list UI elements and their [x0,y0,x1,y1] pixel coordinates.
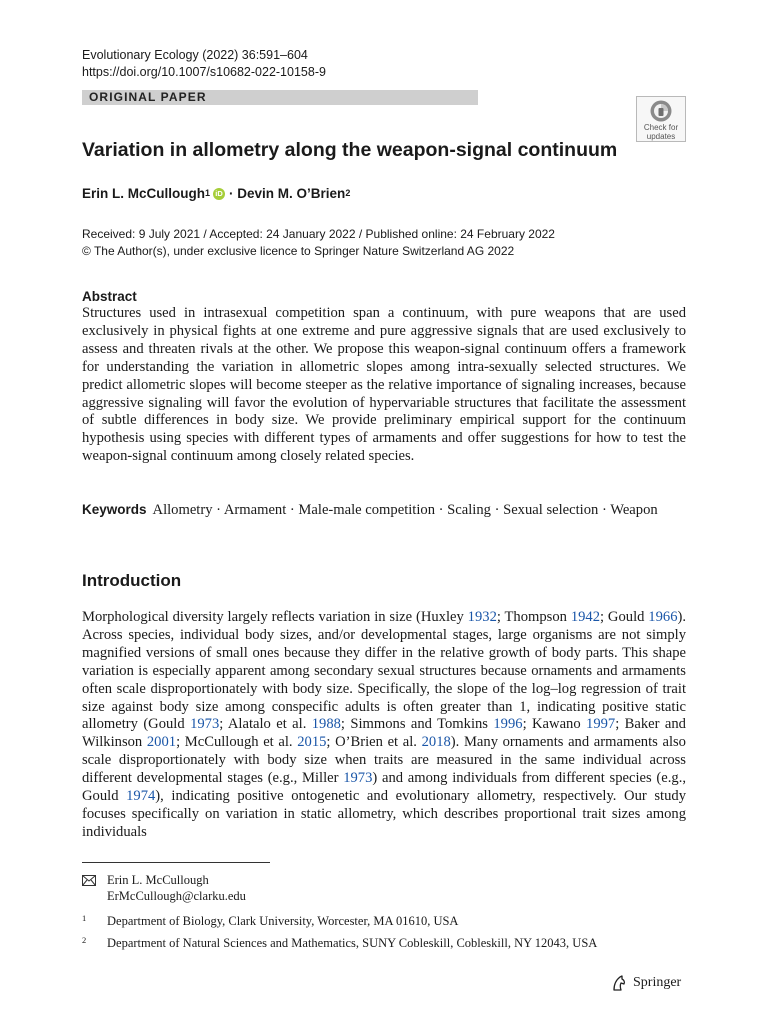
footnote-divider [82,862,270,863]
citation-year-link[interactable]: 1932 [467,609,497,625]
intro-text-segment: ; Thompson [496,609,571,625]
footnote-1: Department of Biology, Clark University, Worcester, MA 01610, USA [107,914,459,928]
corresponding-author [107,872,246,904]
article-type-banner: ORIGINAL PAPER [82,90,478,105]
intro-text-segment: ). Across species, individual body sizes, and/or developmental stages, large organisms are not simply magnified versions of small ones because they differ in the relative growth of body parts. This shape variation is especially apparent among secondary sexual structures because ornaments and armaments often scale disproportionately with body size. Specifically, the slope of the log–log regression of trait size against body size among conspecific adults is often greater than 1, indicating positive static allometry (Gould [82,609,686,733]
intro-text-segment: ; Kawano [522,716,587,733]
mail-icon [82,875,96,886]
author-1-affiliation: 1 [205,187,211,198]
intro-text-segment: ; Gould [600,609,649,625]
paper-title: Variation in allometry along the weapon-signal continuum [82,139,618,161]
check-for-updates-badge[interactable] [636,96,686,142]
abstract-heading: Abstract [82,289,137,304]
citation-year-link[interactable]: 1973 [343,770,373,787]
intro-text-segment: ). Many ornaments and armaments also scale disproportionately with body size when traits are measured in the same individual across different developmental stages (e.g., Miller [82,734,686,787]
updates-label-2: updates [646,132,676,141]
copyright-line: © The Author(s), under exclusive licence to Springer Nature Switzerland AG 2022 [82,244,515,258]
citation-year-link[interactable]: 2018 [421,734,451,751]
footnote-2: Department of Natural Sciences and Mathematics, SUNY Cobleskill, Cobleskill, NY 12043, USA [107,936,598,950]
footnote-1-number: 1 [82,913,87,923]
orcid-icon[interactable]: iD [213,188,225,200]
keywords-block [82,501,686,520]
contact-email[interactable]: ErMcCullough@clarku.edu [107,889,246,903]
springer-horse-icon [610,974,628,992]
introduction-heading: Introduction [82,571,182,590]
citation-year-link[interactable]: 1997 [586,716,616,733]
citation-year-link[interactable]: 1942 [570,609,601,625]
introduction-text [82,609,686,842]
publication-dates: Received: 9 July 2021 / Accepted: 24 January 2022 / Published online: 24 February 2022 [82,227,555,241]
journal-line: Evolutionary Ecology (2022) 36:591–604 [82,48,308,62]
contact-name: Erin L. McCullough [107,873,209,887]
publisher-logo [610,974,681,992]
author-1[interactable]: Erin L. McCullough [82,186,205,201]
author-list [82,186,350,201]
updates-label-1: Check for [643,123,679,132]
journal-citation [82,47,326,81]
citation-year-link[interactable]: 2015 [297,734,327,751]
update-check-icon [649,99,673,123]
citation-year-link[interactable]: 1996 [493,716,523,733]
intro-text-segment: Morphological diversity largely reflects variation in size (Huxley [82,609,468,625]
intro-text-segment: ; McCullough et al. [176,734,298,751]
intro-text-segment: ; Simmons and Tomkins [340,716,494,733]
author-2[interactable]: Devin M. O’Brien [237,186,346,201]
intro-text-segment: ) and among individuals from different species (e.g., Gould [82,770,686,805]
doi-link[interactable]: https://doi.org/10.1007/s10682-022-10158-9 [82,65,326,79]
citation-year-link[interactable]: 1966 [648,609,678,625]
citation-year-link[interactable]: 1988 [311,716,341,733]
citation-year-link[interactable]: 2001 [146,734,177,751]
intro-text-segment: ; Baker and Wilkinson [82,716,686,751]
article-history [82,226,555,260]
publisher-name: Springer [633,975,682,990]
intro-text-segment: ; Alatalo et al. [219,716,312,733]
author-2-affiliation: 2 [345,187,351,198]
author-separator: · [229,186,234,201]
citation-year-link[interactable]: 1973 [190,716,220,733]
abstract-text: Structures used in intrasexual competition span a continuum, with pure weapons that are used exclusively in physical fights at one extreme and pure aggressive signals that are used exclusively to assess and threaten rivals at the other. We propose this weapon-signal continuum offers a framework for understanding the variation in allometric slopes among intra-sexually selected structures. We predict allometric slopes will become steeper as the relative importance of signaling increases, because aggressive signaling will favor the evolution of hypervariable structures that facilitate the assessment of subtle differences in body size. We provide preliminary empirical support for the continuum hypothesis using species with different types of armaments and offer suggestions for how to test the weapon-signal continuum among closely related species. [82,305,686,465]
footnote-2-number: 2 [82,935,87,945]
keywords-list: Allometry · Armament · Male-male competition · Scaling · Sexual selection · Weapon [152,502,658,518]
citation-year-link[interactable]: 1974 [126,788,156,805]
keywords-label: Keywords [82,502,147,517]
intro-text-segment: ), indicating positive ontogenetic and evolutionary allometry, respectively. Our study focuses specifically on variation in static allometry, which describes proportional trait sizes among individuals [82,788,686,840]
intro-text-segment: ; O’Brien et al. [326,734,422,751]
